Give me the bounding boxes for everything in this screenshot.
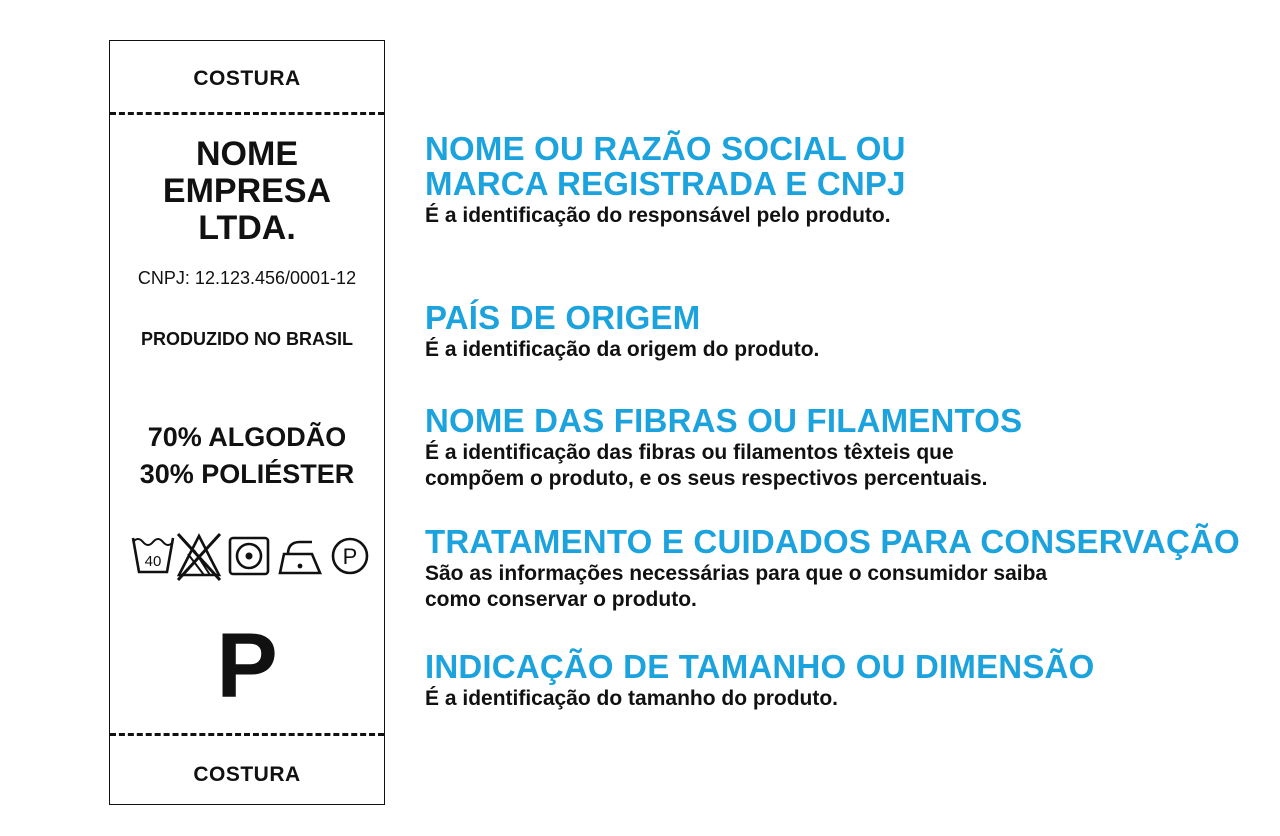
info-title xyxy=(425,403,1022,438)
size-indicator: P xyxy=(216,615,278,717)
seam-bottom-label: COSTURA xyxy=(193,763,301,786)
info-title xyxy=(425,649,1094,684)
info-description-line: São as informações necessárias para que o consumidor saiba xyxy=(425,562,1048,585)
info-description-line: como conservar o produto. xyxy=(425,588,697,611)
info-description xyxy=(425,203,906,229)
info-description xyxy=(425,686,1094,712)
company-name-line: NOME xyxy=(196,135,298,173)
wash-temperature-text: 40 xyxy=(144,553,162,570)
info-title xyxy=(425,524,1240,559)
info-description-line: É a identificação da origem do produto. xyxy=(425,338,820,361)
info-description-line: compõem o produto, e os seus respectivos percentuais. xyxy=(425,467,988,490)
info-fiber-names xyxy=(425,403,1022,492)
info-title-line: TRATAMENTO E CUIDADOS PARA CONSERVAÇÃO xyxy=(425,523,1240,560)
company-name xyxy=(110,136,384,247)
cnpj-text: CNPJ: 12.123.456/0001-12 xyxy=(137,268,357,288)
info-title-line: PAÍS DE ORIGEM xyxy=(425,299,701,336)
dry-clean-letter: P xyxy=(342,544,358,569)
info-title xyxy=(425,300,819,335)
care-symbols xyxy=(130,528,370,584)
info-title-line: MARCA REGISTRADA E CNPJ xyxy=(425,165,906,202)
company-name-line: LTDA. xyxy=(198,209,296,247)
info-description-line: É a identificação do responsável pelo produto. xyxy=(425,204,891,227)
info-title-line: NOME DAS FIBRAS OU FILAMENTOS xyxy=(425,402,1023,439)
seam-top-label: COSTURA xyxy=(193,67,301,90)
info-title-line: NOME OU RAZÃO SOCIAL OU xyxy=(425,130,906,167)
tumble-dry-icon xyxy=(226,528,272,584)
origin-text: PRODUZIDO NO BRASIL xyxy=(140,329,353,349)
info-size-indication xyxy=(425,649,1094,712)
info-description-line: É a identificação do tamanho do produto. xyxy=(425,687,839,710)
info-care-treatment xyxy=(425,524,1240,613)
fiber-line: 70% ALGODÃO xyxy=(147,422,347,452)
info-description-line: É a identificação das fibras ou filamentos têxteis que xyxy=(425,441,954,464)
iron-icon xyxy=(276,528,326,584)
fiber-composition xyxy=(110,419,384,493)
wash-40-icon xyxy=(130,528,176,584)
dashed-divider-bottom xyxy=(110,733,384,736)
company-name-line: EMPRESA xyxy=(162,172,332,210)
dry-clean-p-icon xyxy=(328,528,372,584)
no-bleach-icon xyxy=(174,528,224,584)
info-country-of-origin xyxy=(425,300,819,363)
info-description xyxy=(425,440,1022,492)
dashed-divider-top xyxy=(110,112,384,115)
info-company-identification xyxy=(425,131,906,229)
fiber-line: 30% POLIÉSTER xyxy=(139,459,355,489)
info-title-line: INDICAÇÃO DE TAMANHO OU DIMENSÃO xyxy=(425,648,1095,685)
info-description xyxy=(425,337,819,363)
info-description xyxy=(425,561,1240,613)
info-title xyxy=(425,131,906,201)
clothing-label xyxy=(109,40,385,805)
